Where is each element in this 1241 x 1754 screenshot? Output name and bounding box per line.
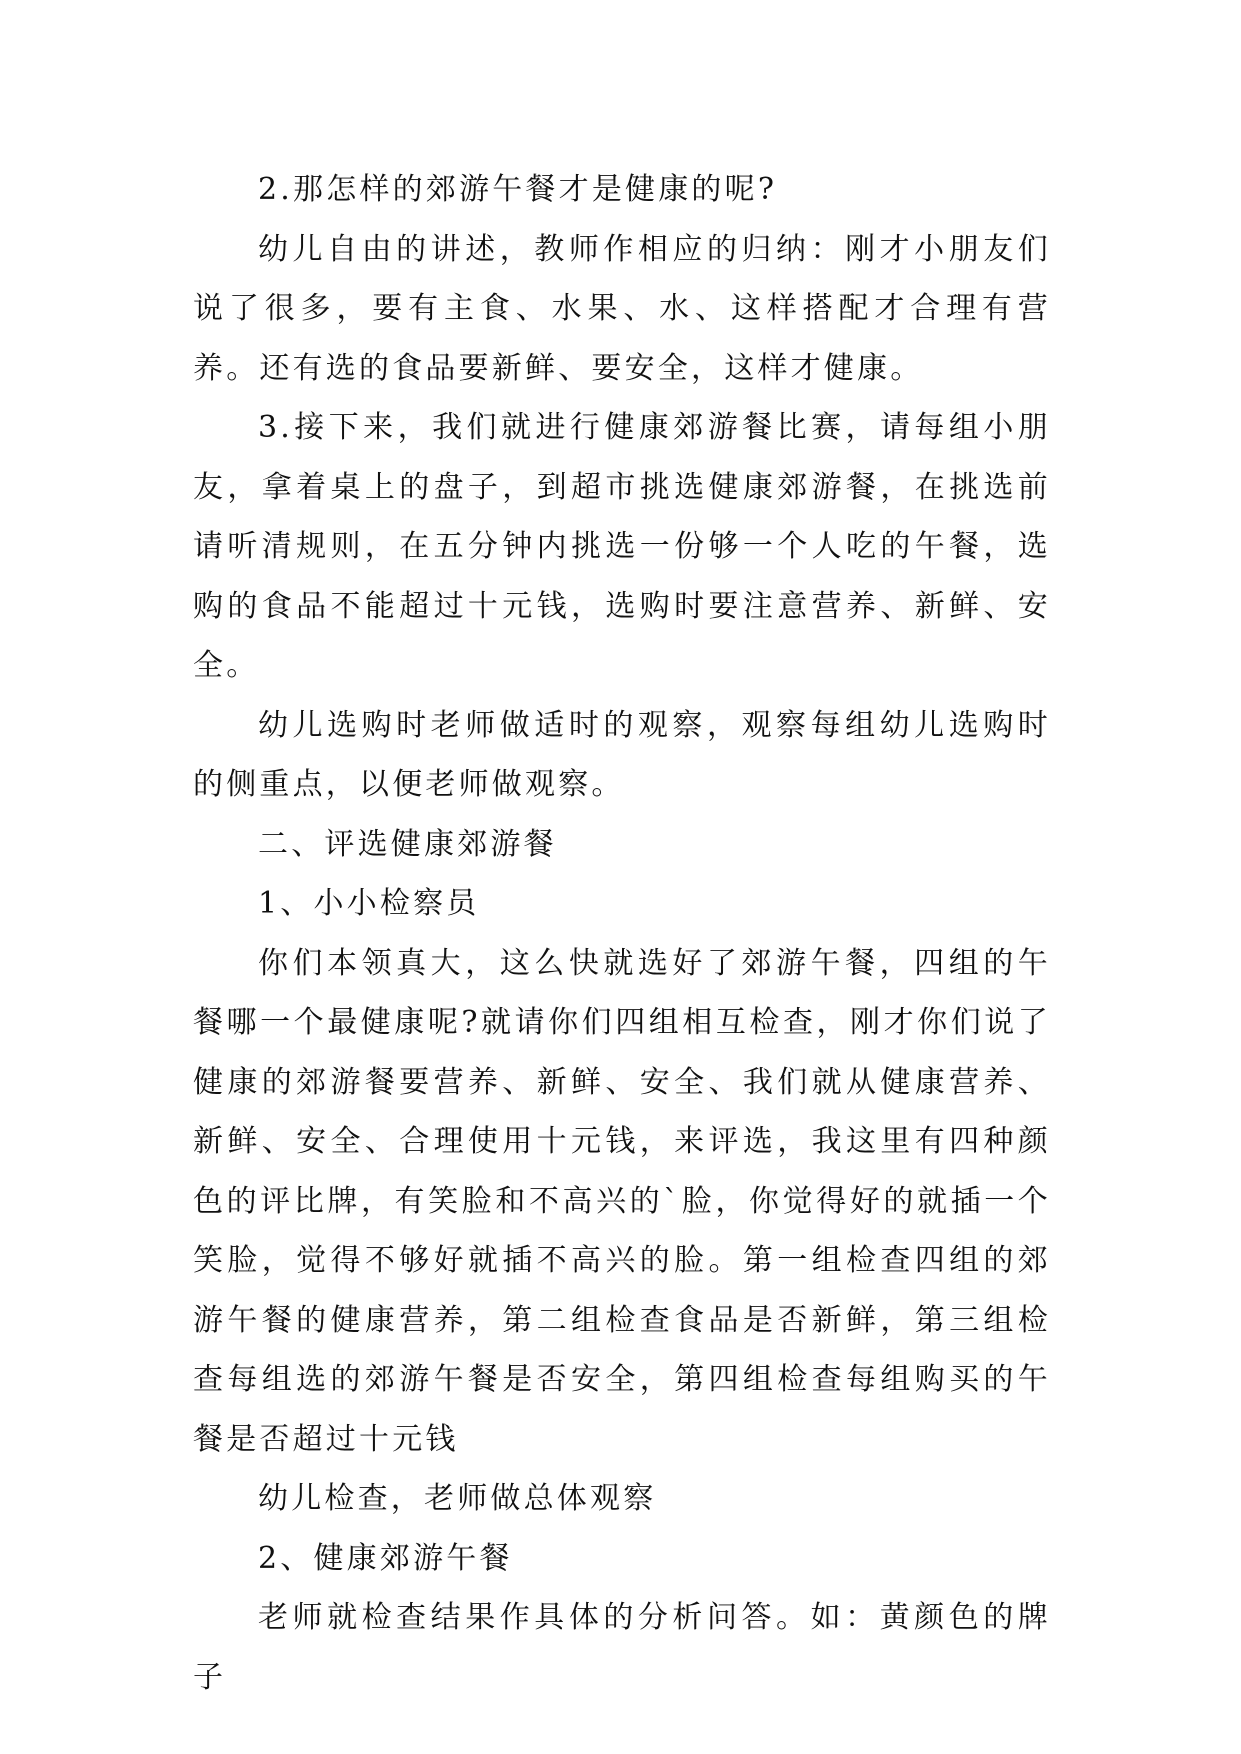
paragraph-children-discussion: 幼儿自由的讲述，教师作相应的归纳：刚才小朋友们说了很多，要有主食、水果、水、这样搭配才合理有营养。还有选的食品要新鲜、要安全，这样才健康。 <box>193 231 1051 386</box>
paragraph-children-inspect: 幼儿检查，老师做总体观察 <box>258 1481 657 1516</box>
subheading-inspector: 1、小小检察员 <box>258 886 480 921</box>
paragraph-analysis: 老师就检查结果作具体的分析问答。如：黄颜色的牌子 <box>193 1600 1051 1695</box>
document-body <box>193 160 1051 1707</box>
subheading-healthy-lunch: 2、健康郊游午餐 <box>258 1540 513 1576</box>
section-heading-evaluate: 二、评选健康郊游餐 <box>258 826 557 862</box>
paragraph-inspection-instructions: 你们本领真大，这么快就选好了郊游午餐，四组的午餐哪一个最健康呢?就请你们四组相互检查，刚才你们说了健康的郊游餐要营养、新鲜、安全、我们就从健康营养、新鲜、安全、合理使用十元钱，来评选，我这里有四种颜色的评比牌，有笑脸和不高兴的`脸，你觉得好的就插一个笑脸，觉得不够好就插不高兴的脸。第一组检查四组的郊游午餐的健康营养，第二组检查食品是否新鲜，第三组检查每组选的郊游午餐是否安全，第四组检查每组购买的午餐是否超过十元钱 <box>193 945 1051 1457</box>
paragraph-teacher-observation: 幼儿选购时老师做适时的观察，观察每组幼儿选购时的侧重点，以便老师做观察。 <box>193 707 1051 802</box>
paragraph-lunch-question: 2.那怎样的郊游午餐才是健康的呢? <box>258 172 778 207</box>
paragraph-competition-rules: 3.接下来，我们就进行健康郊游餐比赛，请每组小朋友，拿着桌上的盘子，到超市挑选健康郊游餐，在挑选前请听清规则，在五分钟内挑选一份够一个人吃的午餐，选购的食品不能超过十元钱，选购时要注意营养、新鲜、安全。 <box>193 410 1051 683</box>
